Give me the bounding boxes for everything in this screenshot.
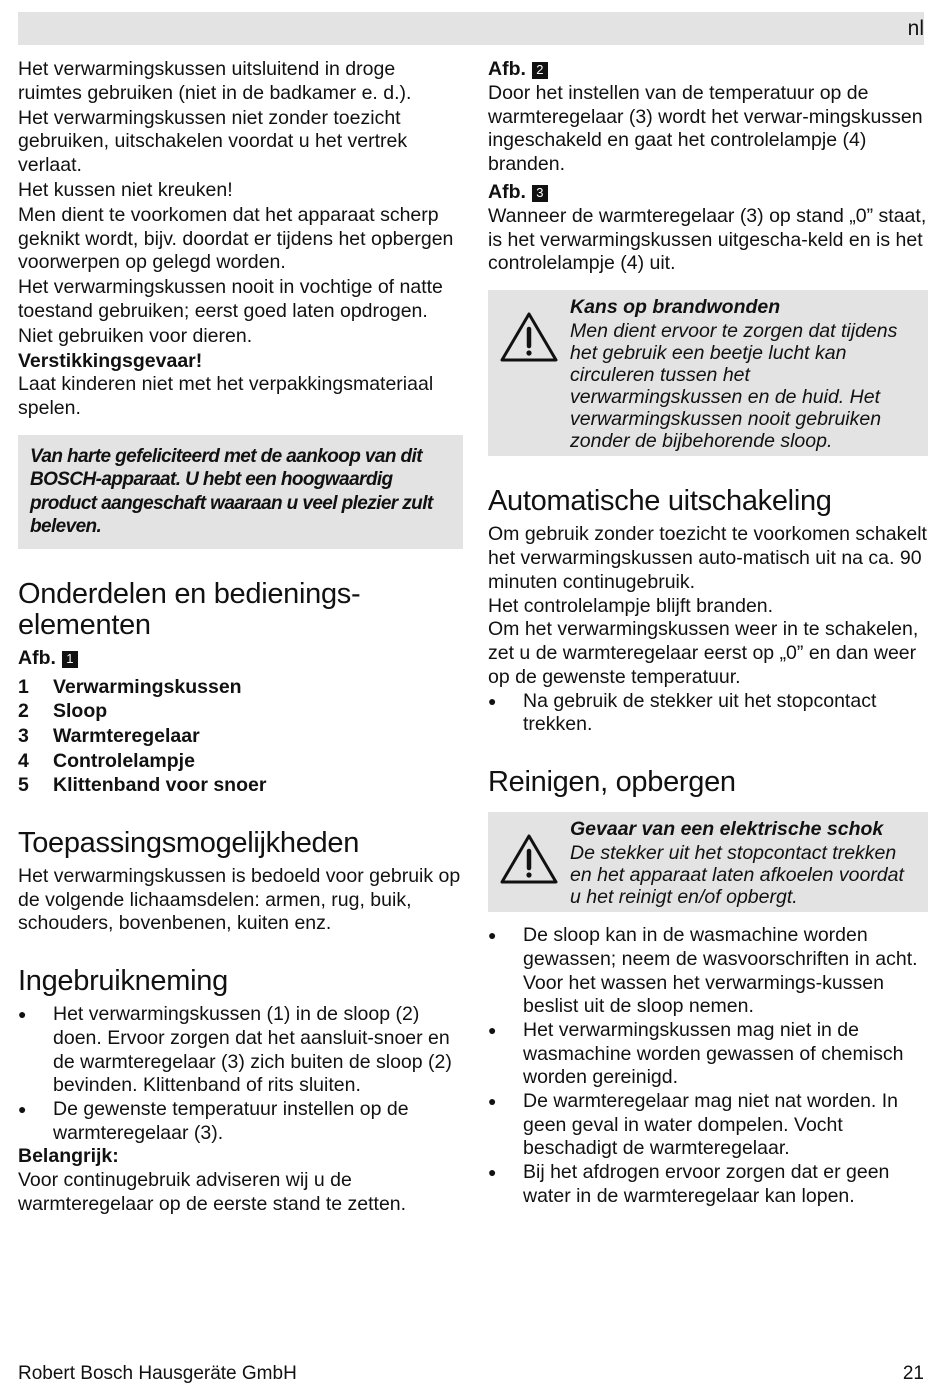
figure-number-badge: 3 — [532, 185, 548, 202]
afb3-ref — [488, 181, 928, 205]
list-item: ● De gewenste temperatuur instellen op de warmteregelaar (3). — [18, 1098, 463, 1145]
figure-label: Afb. — [488, 58, 526, 80]
list-item: ● Na gebruik de stekker uit het stopcontact trekken. — [488, 690, 928, 737]
page-number: 21 — [902, 1363, 924, 1384]
suffocation-text: Laat kinderen niet met het verpakkingsmateriaal spelen. — [18, 373, 434, 420]
figure-label: Afb. — [488, 180, 526, 203]
auto-heading: Automatische uitschakeling — [488, 485, 832, 518]
auto-text: Om het verwarmingskussen weer in te schakelen, zet u de warmteregelaar eerst op „0” en dan weer op de gewenste temperatuur. — [488, 618, 919, 688]
list-item: ● De warmteregelaar mag niet nat worden. In geen geval in water dompelen. Vocht beschadigt de warmteregelaar. — [488, 1090, 928, 1161]
header-bar — [18, 12, 924, 45]
uses-heading: Toepassingsmogelijkheden — [18, 826, 360, 859]
intro-text: Het kussen niet kreuken! — [18, 178, 233, 201]
intro-text: Het verwarmingskussen niet zonder toezicht gebruiken, uitschakelen voordat u het vertrek verlaat. — [18, 106, 408, 177]
afb2-text: Door het instellen van de temperatuur op de warmteregelaar (3) wordt het verwar-mingskussen ingeschakeld en gaat het controlelampje (4) branden. — [488, 81, 923, 176]
intro-text: Het verwarmingskussen nooit in vochtige of natte toestand gebruiken; eerst goed laten opdrogen. — [18, 276, 443, 322]
suffocation-title: Verstikkingsgevaar! — [18, 349, 203, 372]
congrats-box: Van harte gefeliciteerd met de aankoop van dit BOSCH-apparaat. U hebt een hoogwaardig product aangeschaft waaraan u veel plezier zult beleven. — [18, 435, 463, 549]
footer-company: Robert Bosch Hausgeräte GmbH — [18, 1363, 297, 1384]
language-code: nl — [907, 17, 924, 40]
afb3-text: Wanneer de warmteregelaar (3) op stand „0” staat, is het verwarmingskussen uitgescha-keld en is het controlelampje (4) uit. — [488, 204, 927, 275]
parts-figure-ref — [18, 647, 463, 671]
shock-warning-box — [488, 812, 928, 912]
list-item: 3 Warmteregelaar — [18, 724, 200, 747]
list-item: 4 Controlelampje — [18, 749, 195, 772]
list-item: ● De sloop kan in de wasmachine worden gewassen; neem de wasvoorschriften in acht. Voor het wassen het verwarmings-kussen beslist uit de sloop nemen. — [488, 924, 928, 1019]
clean-heading: Reinigen, opbergen — [488, 766, 736, 799]
important-title: Belangrijk: — [18, 1145, 119, 1168]
left-column — [18, 58, 463, 1217]
auto-list — [488, 690, 928, 737]
intro-text: Men dient te voorkomen dat het apparaat scherp geknikt wordt, bijv. doordat er tijdens het opbergen voorwerpen op gelegd worden. — [18, 203, 454, 274]
start-list — [18, 1003, 463, 1145]
list-item: 2 Sloop — [18, 700, 108, 723]
warning-title: Kans op brandwonden — [570, 296, 781, 319]
intro-text: Het verwarmingskussen uitsluitend in droge ruimtes gebruiken (niet in de badkamer e. d.). — [18, 58, 412, 104]
clean-list — [488, 924, 928, 1208]
figure-number-badge: 1 — [62, 651, 78, 668]
right-column — [488, 58, 928, 1209]
warning-triangle-icon — [488, 818, 570, 908]
warning-title: Gevaar van een elektrische schok — [570, 818, 884, 841]
list-item: ● Het verwarmingskussen (1) in de sloop (2) doen. Ervoor zorgen dat het aansluit-snoer en de warmteregelaar (3) zich buiten de sloop (2) bevinden. Klittenband of rits sluiten. — [18, 1003, 463, 1098]
warning-text: Men dient ervoor te zorgen dat tijdens het gebruik een beetje lucht kan circuleren tussen het verwarmingskussen en de huid. Het verwarmingskussen nooit gebruiken zonder de bijbehorende sloop. — [570, 320, 898, 453]
start-heading: Ingebruikneming — [18, 965, 228, 998]
uses-text: Het verwarmingskussen is bedoeld voor gebruik op de volgende lichaamsdelen: armen, rug, buik, schouders, bovenbenen, kuiten enz. — [18, 864, 461, 935]
burn-warning-box — [488, 290, 928, 456]
list-item: 5 Klittenband voor snoer — [18, 774, 267, 797]
figure-number-badge: 2 — [532, 62, 548, 79]
auto-text: Het controlelampje blijft branden. — [488, 594, 774, 617]
figure-label: Afb. — [18, 646, 56, 669]
auto-text: Om gebruik zonder toezicht te voorkomen schakelt het verwarmingskussen auto-matisch uit na ca. 90 minuten continugebruik. — [488, 523, 927, 593]
parts-heading: Onderdelen en bedienings-elementen — [18, 577, 361, 641]
list-item: ● Het verwarmingskussen mag niet in de wasmachine worden gewassen of chemisch worden gereinigd. — [488, 1019, 928, 1090]
list-item: ● Bij het afdrogen ervoor zorgen dat er geen water in de warmteregelaar kan lopen. — [488, 1161, 928, 1208]
warning-triangle-icon — [488, 296, 570, 452]
important-text: Voor continugebruik adviseren wij u de warmteregelaar op de eerste stand te zetten. — [18, 1169, 407, 1215]
intro-text: Niet gebruiken voor dieren. — [18, 324, 253, 347]
warning-text: De stekker uit het stopcontact trekken en het apparaat laten afkoelen voordat u het reinigt en/of opbergt. — [570, 842, 904, 909]
afb2-ref — [488, 58, 928, 82]
list-item: 1 Verwarmingskussen — [18, 675, 242, 698]
parts-list — [18, 675, 463, 798]
